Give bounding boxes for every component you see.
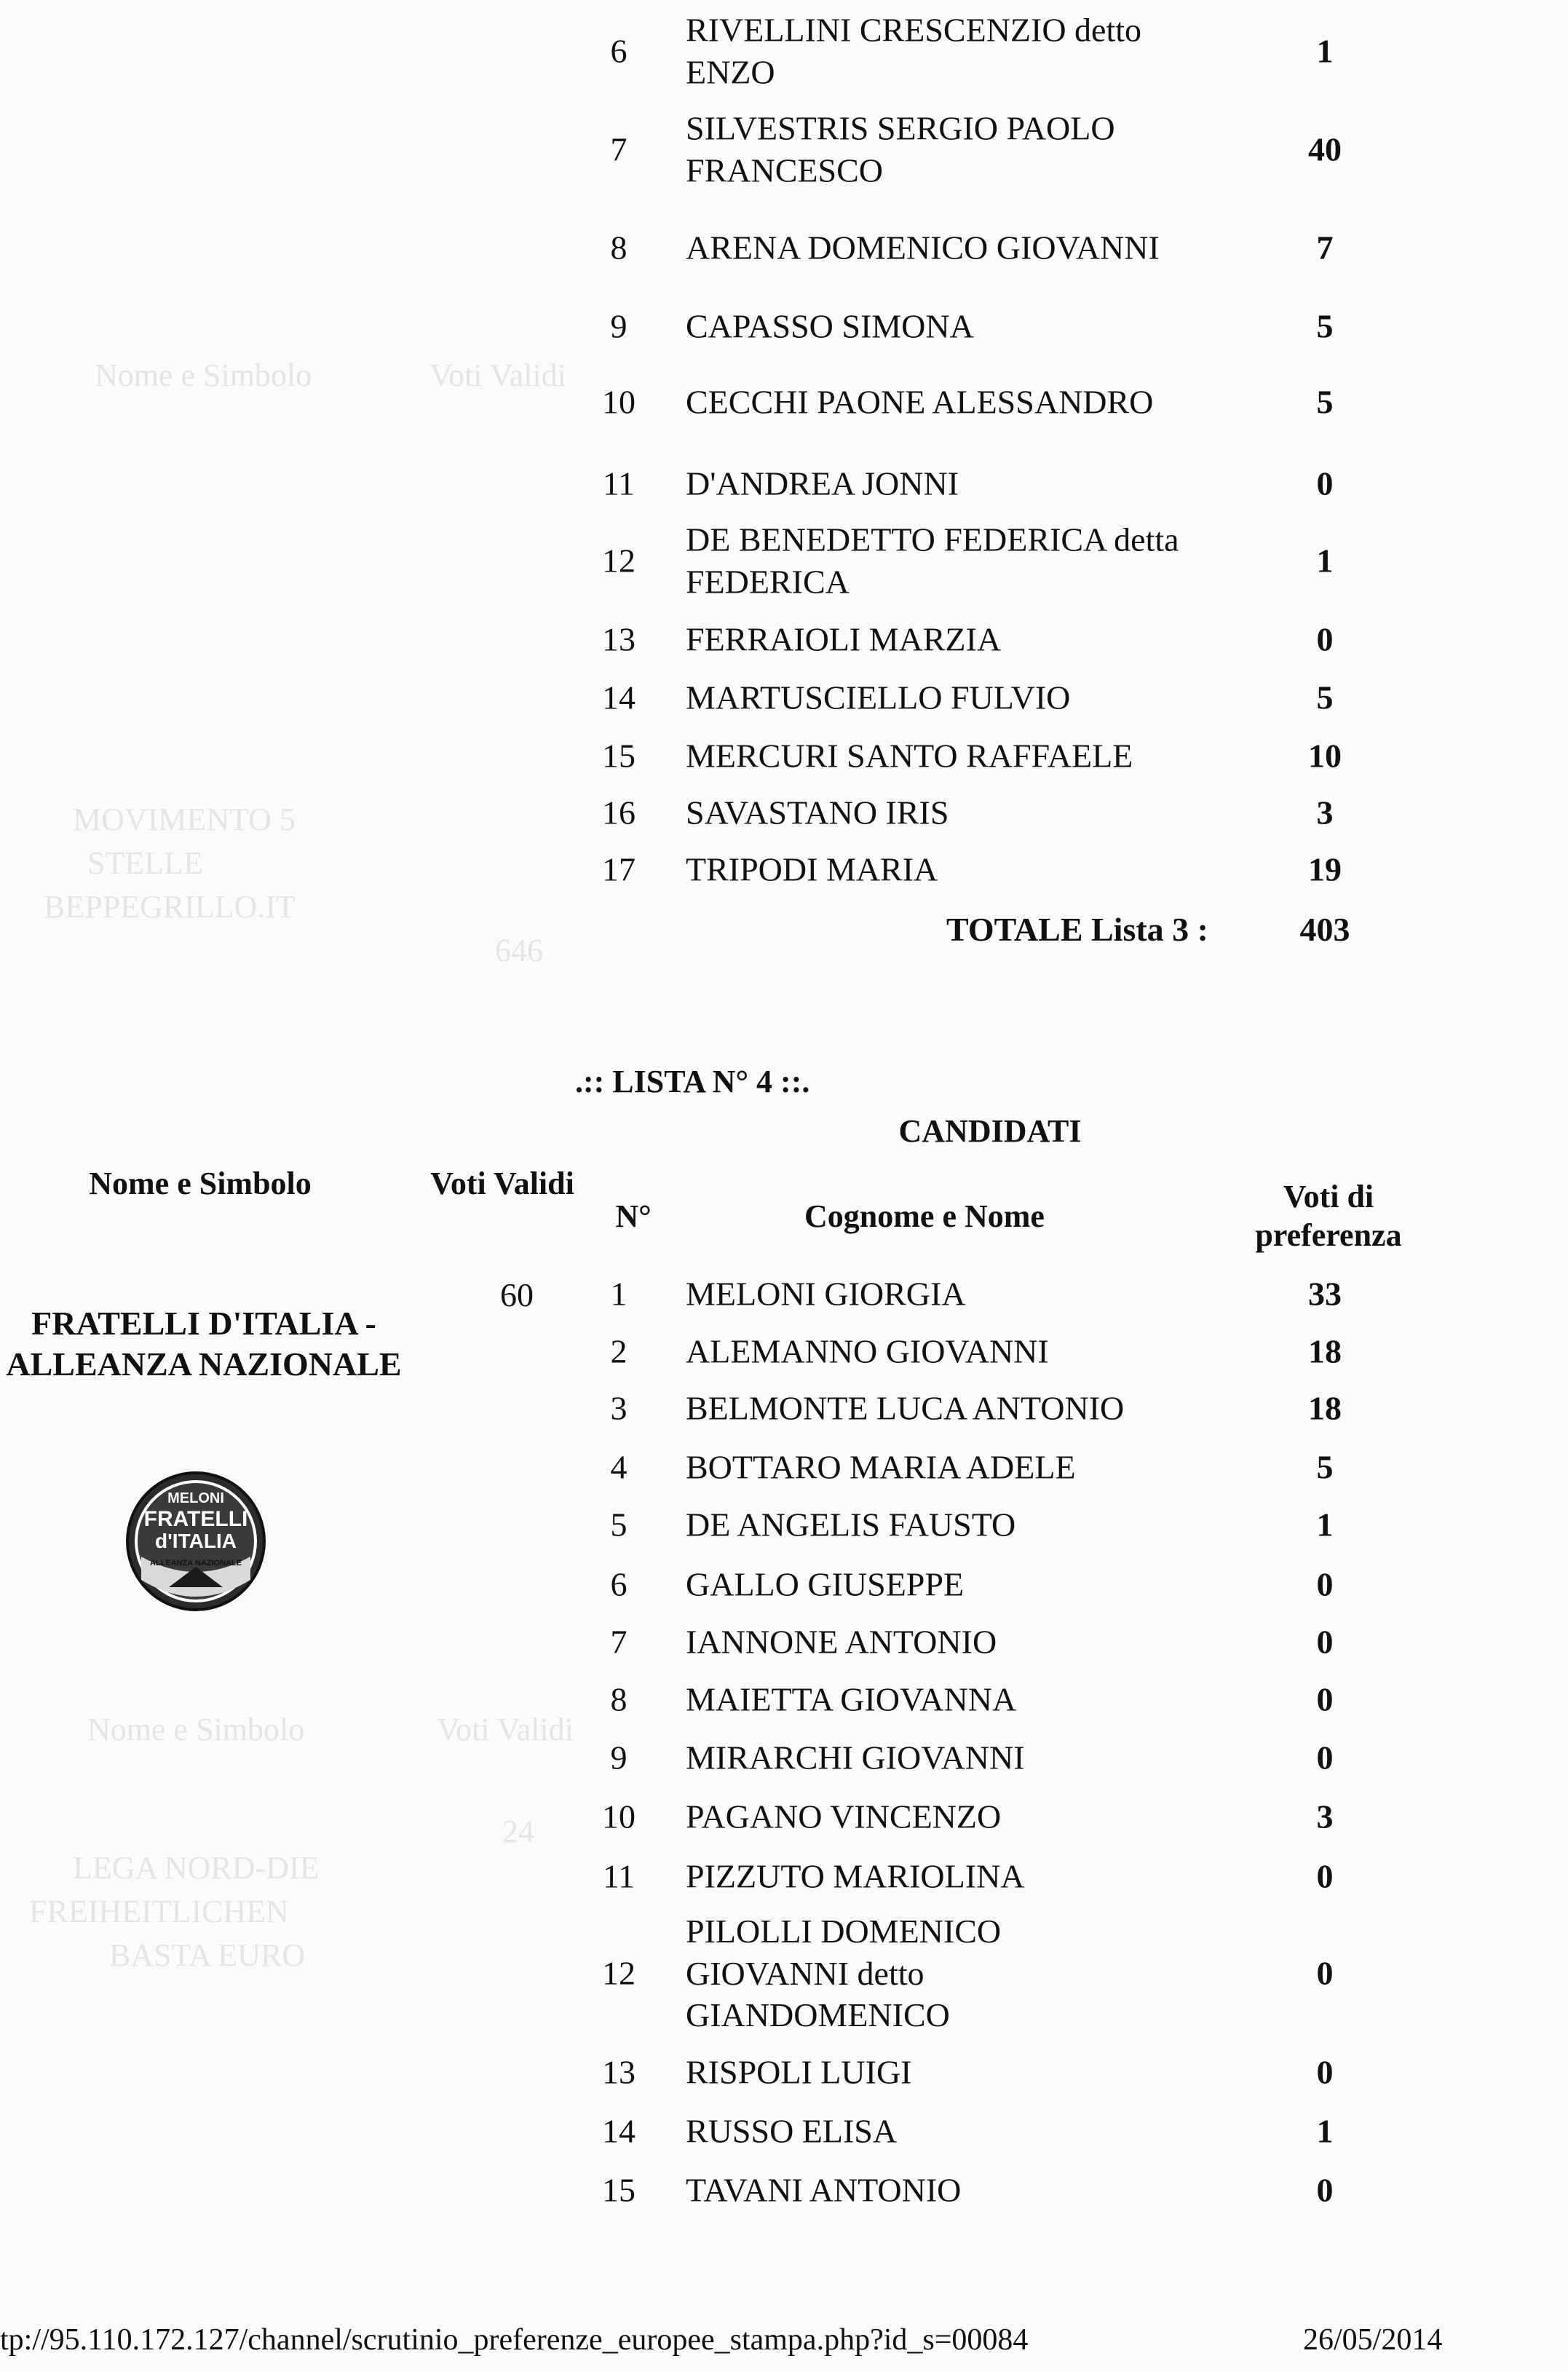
table-row: [0, 204, 1568, 291]
candidati-header: CANDIDATI: [898, 1113, 1082, 1149]
show-through-text: 24: [502, 1814, 534, 1849]
candidate-name: D'ANDREA JONNI: [686, 464, 959, 502]
table-row: [0, 1386, 1568, 1430]
show-through-text: Nome e Simbolo: [87, 1712, 305, 1747]
table-row: [0, 462, 1568, 505]
candidate-name: PILOLLI DOMENICO GIOVANNI detto GIANDOMENICO: [686, 1912, 1002, 2033]
table-row: [0, 734, 1568, 778]
candidate-votes: 18: [1308, 1389, 1342, 1427]
candidate-name: DE ANGELIS FAUSTO: [686, 1506, 1016, 1543]
table-row: [0, 2168, 1568, 2212]
candidate-votes: 5: [1316, 383, 1334, 421]
table-row: [0, 1562, 1568, 1606]
lista-3-total-value: 403: [1299, 911, 1350, 948]
candidate-name: RIVELLINI CRESCENZIO detto ENZO: [686, 11, 1142, 90]
candidate-votes: 3: [1316, 1798, 1334, 1835]
candidate-number: 14: [602, 2112, 635, 2150]
table-row: [0, 1795, 1568, 1838]
candidate-number: 13: [602, 2053, 635, 2091]
candidate-votes: 0: [1316, 1954, 1334, 1992]
table-row: [0, 1272, 1568, 1316]
candidate-number: 11: [602, 1857, 635, 1895]
table-row: [0, 1677, 1568, 1721]
candidate-number: 17: [602, 850, 635, 888]
cognome-nome-header: Cognome e Nome: [804, 1198, 1045, 1234]
candidate-votes: 0: [1316, 464, 1334, 502]
candidate-name: RUSSO ELISA: [686, 2112, 898, 2150]
table-row: [0, 1736, 1568, 1779]
candidate-votes: 1: [1316, 1506, 1334, 1543]
voti-validi-header: Voti Validi: [430, 1166, 574, 1201]
candidate-number: 7: [610, 1623, 627, 1661]
candidate-number: 6: [610, 32, 627, 70]
candidate-votes: 0: [1316, 2171, 1334, 2209]
candidate-votes: 0: [1316, 1857, 1334, 1895]
candidate-name: GALLO GIUSEPPE: [686, 1565, 965, 1603]
lista-3-total-label: TOTALE Lista 3 :: [946, 911, 1208, 948]
candidate-number: 9: [610, 307, 627, 345]
table-row: [0, 304, 1568, 348]
candidate-name: RISPOLI LUIGI: [686, 2053, 912, 2091]
candidate-name: SAVASTANO IRIS: [686, 794, 949, 831]
candidate-number: 8: [610, 1680, 627, 1718]
candidate-number: 15: [602, 737, 635, 775]
candidate-votes: 40: [1308, 130, 1342, 168]
candidate-votes: 7: [1316, 229, 1334, 266]
candidate-number: 3: [610, 1389, 627, 1427]
candidate-name: MAIETTA GIOVANNA: [686, 1680, 1017, 1718]
show-through-text: FREIHEITLICHEN: [29, 1894, 289, 1929]
candidate-votes: 19: [1308, 850, 1342, 888]
candidate-name: MIRARCHI GIOVANNI: [686, 1739, 1025, 1776]
candidate-name: MELONI GIORGIA: [686, 1275, 966, 1313]
table-row: [0, 1503, 1568, 1546]
table-row: [0, 358, 1568, 446]
table-row: [0, 847, 1568, 891]
candidate-votes: 0: [1316, 1623, 1334, 1661]
candidate-name: ALEMANNO GIOVANNI: [686, 1332, 1049, 1370]
candidate-votes: 0: [1316, 1680, 1334, 1718]
candidate-votes: 0: [1316, 2053, 1334, 2091]
show-through-text: BASTA EURO: [109, 1937, 306, 1973]
footer-url: tp://95.110.172.127/channel/scrutinio_preferenze_europee_stampa.php?id_s=00084: [0, 2323, 1029, 2357]
show-through-text: Nome e Simbolo: [95, 357, 312, 393]
candidate-name: CECCHI PAONE ALESSANDRO: [686, 383, 1154, 421]
candidate-name: PAGANO VINCENZO: [686, 1798, 1002, 1835]
candidate-number: 6: [610, 1565, 627, 1603]
party-name: FRATELLI D'ITALIA - ALLEANZA NAZIONALE: [6, 1305, 402, 1383]
candidate-votes: 0: [1316, 620, 1334, 658]
candidate-number: 12: [602, 542, 635, 580]
candidate-name: MERCURI SANTO RAFFAELE: [686, 737, 1133, 775]
show-through-text: 646: [495, 933, 543, 968]
table-row: [0, 7, 1568, 95]
table-row: [0, 791, 1568, 834]
show-through-text: Voti Validi: [437, 1712, 574, 1747]
candidate-number: 8: [610, 229, 627, 266]
candidate-name: TAVANI ANTONIO: [686, 2171, 962, 2209]
candidate-number: 14: [602, 679, 635, 716]
table-row: [0, 2050, 1568, 2094]
show-through-text: STELLE: [87, 845, 203, 881]
voti-validi-value: 60: [500, 1276, 534, 1313]
candidate-votes: 18: [1308, 1332, 1342, 1370]
candidate-name: BOTTARO MARIA ADELE: [686, 1448, 1076, 1486]
candidate-votes: 5: [1316, 679, 1334, 716]
candidate-votes: 1: [1316, 542, 1334, 580]
show-through-text: Voti Validi: [429, 357, 566, 393]
candidate-number: 4: [610, 1448, 627, 1486]
table-row: [0, 517, 1568, 604]
candidate-name: BELMONTE LUCA ANTONIO: [686, 1389, 1125, 1427]
table-row: [0, 1620, 1568, 1664]
table-row: [0, 1854, 1568, 1898]
table-row: [0, 1445, 1568, 1489]
table-row: [0, 676, 1568, 719]
candidate-name: FERRAIOLI MARZIA: [686, 620, 1002, 658]
candidate-name: SILVESTRIS SERGIO PAOLO FRANCESCO: [686, 109, 1115, 189]
candidate-votes: 1: [1316, 32, 1334, 70]
logo-text-alleanza: ALLEANZA NAZIONALE: [149, 1559, 242, 1568]
candidate-votes: 0: [1316, 1739, 1334, 1776]
logo-text-fratelli: FRATELLI: [143, 1507, 248, 1531]
candidate-number: 13: [602, 620, 635, 658]
table-row: [0, 1908, 1568, 2039]
candidate-name: CAPASSO SIMONA: [686, 307, 974, 345]
show-through-text: LEGA NORD-DIE: [73, 1850, 320, 1886]
candidate-name: IANNONE ANTONIO: [686, 1623, 997, 1661]
candidate-number: 7: [610, 130, 627, 168]
candidate-number: 12: [602, 1954, 635, 1992]
candidate-number: 11: [602, 464, 635, 502]
candidate-votes: 10: [1308, 737, 1342, 775]
footer-date: 26/05/2014: [1303, 2323, 1443, 2357]
table-row: [0, 1329, 1568, 1373]
table-row: [0, 106, 1568, 193]
candidate-votes: 1: [1316, 2112, 1334, 2150]
candidate-number: 10: [602, 383, 635, 421]
logo-text-meloni: MELONI: [167, 1490, 224, 1506]
candidate-votes: 3: [1316, 794, 1334, 831]
candidate-number: 10: [602, 1798, 635, 1835]
candidate-votes: 5: [1316, 1448, 1334, 1486]
candidate-number: 15: [602, 2171, 635, 2209]
candidate-name: PIZZUTO MARIOLINA: [686, 1857, 1025, 1895]
candidate-name: ARENA DOMENICO GIOVANNI: [686, 229, 1160, 266]
candidate-number: 5: [610, 1506, 627, 1543]
candidate-name: DE BENEDETTO FEDERICA detta FEDERICA: [686, 521, 1179, 600]
candidate-number: 1: [610, 1275, 627, 1313]
candidate-number: 2: [610, 1332, 627, 1370]
nome-simbolo-header: Nome e Simbolo: [89, 1166, 312, 1201]
candidate-name: MARTUSCIELLO FULVIO: [686, 679, 1071, 716]
candidate-votes: 5: [1316, 307, 1334, 345]
lista-4-title: .:: LISTA N° 4 ::.: [575, 1064, 810, 1099]
candidate-votes: 0: [1316, 1565, 1334, 1603]
voti-preferenza-header: Voti di preferenza: [1255, 1179, 1402, 1253]
candidate-number: 16: [602, 794, 635, 831]
candidate-votes: 33: [1308, 1275, 1342, 1313]
show-through-text: MOVIMENTO 5: [73, 802, 296, 837]
logo-text-italia: d'ITALIA: [155, 1530, 237, 1552]
candidate-name: TRIPODI MARIA: [686, 850, 938, 888]
candidate-number: 9: [610, 1739, 627, 1776]
table-row: [0, 2109, 1568, 2153]
show-through-text: BEPPEGRILLO.IT: [44, 889, 296, 925]
numero-header: N°: [615, 1198, 652, 1234]
table-row: [0, 617, 1568, 661]
